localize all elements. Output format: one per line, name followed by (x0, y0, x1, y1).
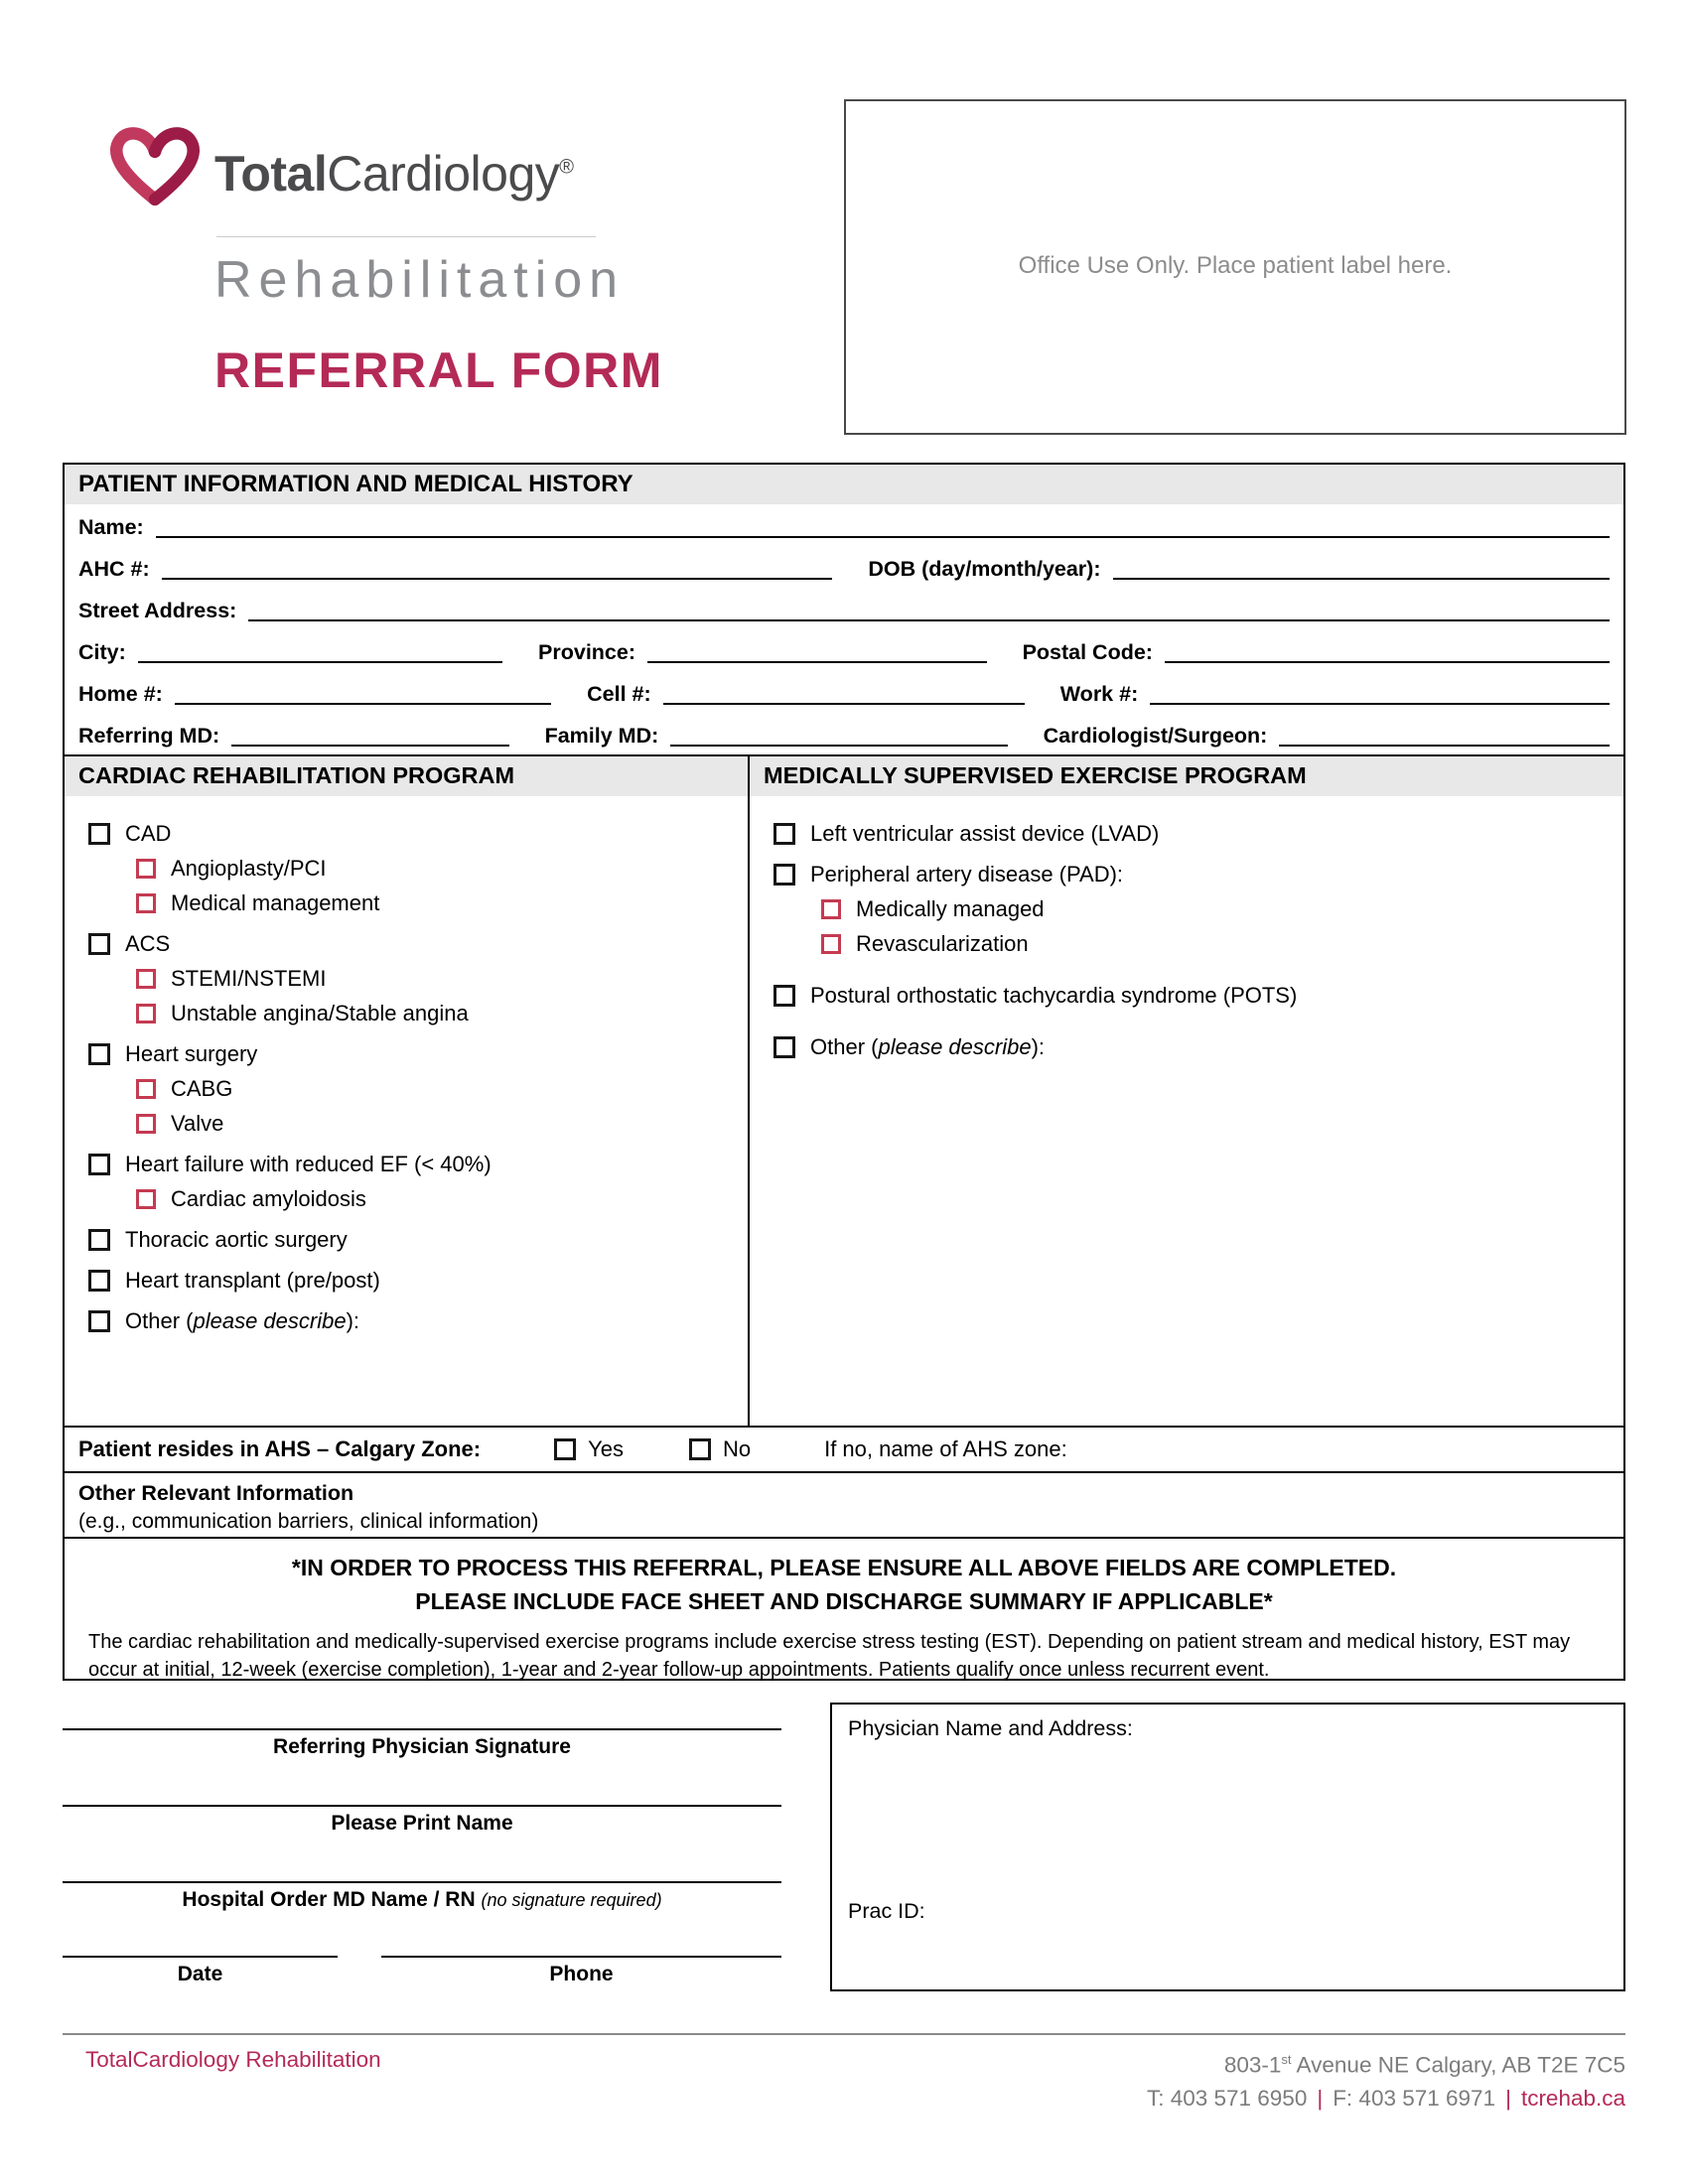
physician-name-address-label: Physician Name and Address: (848, 1716, 1133, 1740)
registered-mark: ® (559, 156, 574, 179)
program-columns (65, 754, 1623, 1428)
referring-md-input-line[interactable] (231, 745, 508, 747)
work-phone-label: Work #: (1059, 682, 1139, 707)
province-input-line[interactable] (647, 661, 987, 663)
footer-address (1147, 2043, 1625, 2082)
notice-line-1: *IN ORDER TO PROCESS THIS REFERRAL, PLEASE ENSURE ALL ABOVE FIELDS ARE COMPLETED. (291, 1555, 1397, 1580)
field-row-street (65, 588, 1623, 629)
checkbox[interactable] (774, 1036, 795, 1058)
checkbox-label: Valve (171, 1111, 224, 1136)
checkbox[interactable] (136, 859, 156, 879)
supervised-exercise-column (750, 756, 1623, 1426)
hospital-order-text: Hospital Order MD Name / RN (182, 1888, 482, 1911)
hospital-order-label (63, 1888, 781, 1912)
checkbox-label: Postural orthostatic tachycardia syndrome (POTS) (810, 983, 1298, 1008)
physician-signature-line[interactable] (63, 1728, 781, 1730)
checkbox-item (88, 1308, 742, 1334)
checkbox[interactable] (88, 1310, 110, 1332)
footer-separator-1: | (1317, 2085, 1324, 2111)
checkbox-label: Medical management (171, 890, 380, 915)
checkbox[interactable] (821, 899, 841, 919)
footer-brand: TotalCardiology Rehabilitation (85, 2047, 381, 2072)
footer-contact (1147, 2043, 1625, 2115)
checkbox[interactable] (136, 1189, 156, 1209)
cardiologist-input-line[interactable] (1279, 745, 1610, 747)
checkbox[interactable] (88, 1043, 110, 1065)
cell-phone-label: Cell #: (587, 682, 651, 707)
city-input-line[interactable] (138, 661, 502, 663)
referring-md-label: Referring MD: (78, 724, 220, 749)
supervised-exercise-checkbox-list (750, 796, 1623, 1060)
family-md-label: Family MD: (544, 724, 659, 749)
postal-code-input-line[interactable] (1165, 661, 1610, 663)
date-label: Date (177, 1963, 223, 1985)
checkbox-label: ACS (125, 931, 171, 956)
checkbox[interactable] (88, 823, 110, 845)
ahc-label: AHC #: (78, 557, 150, 582)
checkbox-item (136, 1111, 742, 1137)
checkbox-item (88, 821, 742, 847)
ahs-zone-no-checkbox[interactable] (689, 1438, 711, 1460)
checkbox-item (136, 856, 742, 882)
ahs-zone-yes-checkbox[interactable] (554, 1438, 576, 1460)
checkbox-label: Left ventricular assist device (LVAD) (810, 821, 1160, 846)
checkbox-label: Angioplasty/PCI (171, 856, 327, 881)
checkbox-label: Revascularization (856, 931, 1029, 956)
postal-code-label: Postal Code: (1022, 640, 1153, 665)
checkbox-label: Other (please describe): (810, 1034, 1046, 1059)
checkbox-item (136, 1001, 742, 1026)
signature-area (63, 1703, 1625, 2000)
checkbox-item (136, 1076, 742, 1102)
patient-info-section (63, 463, 1625, 1681)
street-input-line[interactable] (248, 619, 1610, 621)
checkbox[interactable] (136, 969, 156, 989)
home-phone-label: Home #: (78, 682, 163, 707)
heart-logo-icon (105, 123, 205, 218)
checkbox[interactable] (88, 933, 110, 955)
province-label: Province: (538, 640, 636, 665)
patient-info-header: PATIENT INFORMATION AND MEDICAL HISTORY (65, 465, 1623, 504)
checkbox-item (136, 890, 742, 916)
checkbox-label: CAD (125, 821, 172, 846)
ahs-zone-row (65, 1428, 1623, 1473)
dob-input-line[interactable] (1113, 578, 1611, 580)
date-phone-row (63, 1956, 781, 1986)
ahs-zone-label: Patient resides in AHS – Calgary Zone: (78, 1436, 482, 1461)
checkbox[interactable] (774, 985, 795, 1007)
footer-divider (63, 2033, 1625, 2035)
signature-group (63, 1728, 781, 1759)
work-phone-input-line[interactable] (1150, 703, 1610, 705)
phone-group (381, 1956, 781, 1986)
field-row-physicians (65, 713, 1623, 754)
physician-name-address-box[interactable] (830, 1703, 1625, 1991)
checkbox-label: Heart failure with reduced EF (< 40%) (125, 1152, 492, 1176)
processing-notice (65, 1539, 1623, 1618)
street-label: Street Address: (78, 599, 237, 623)
print-name-group (63, 1805, 781, 1836)
checkbox-label: Cardiac amyloidosis (171, 1186, 366, 1211)
checkbox-item (136, 1186, 742, 1212)
checkbox[interactable] (88, 1229, 110, 1251)
print-name-label: Please Print Name (331, 1812, 513, 1835)
checkbox-item (774, 1034, 1618, 1060)
cardiac-rehab-header: CARDIAC REHABILITATION PROGRAM (65, 756, 748, 796)
checkbox-item (88, 931, 742, 957)
footer-phone: T: 403 571 6950 (1146, 2085, 1308, 2111)
checkbox[interactable] (88, 1270, 110, 1292)
checkbox-label: Heart transplant (pre/post) (125, 1268, 380, 1293)
cardiologist-label: Cardiologist/Surgeon: (1043, 724, 1268, 749)
date-line[interactable] (63, 1956, 338, 1958)
field-row-city-prov-postal (65, 629, 1623, 671)
name-input-line[interactable] (156, 536, 1610, 538)
signature-left-column (63, 1703, 781, 1986)
footer-address-sup: st (1281, 2052, 1292, 2067)
cell-phone-input-line[interactable] (663, 703, 1025, 705)
checkbox-label: STEMI/NSTEMI (171, 966, 327, 991)
hospital-order-group (63, 1881, 781, 1912)
notice-line-2: PLEASE INCLUDE FACE SHEET AND DISCHARGE SUMMARY IF APPLICABLE* (415, 1588, 1273, 1614)
hospital-order-line[interactable] (63, 1881, 781, 1883)
date-group (63, 1956, 338, 1986)
other-relevant-info-section[interactable] (65, 1473, 1623, 1539)
dob-label: DOB (day/month/year): (868, 557, 1101, 582)
subbrand-rehabilitation: Rehabilitation (214, 251, 626, 309)
checkbox[interactable] (136, 893, 156, 913)
other-relevant-info-subtitle: (e.g., communication barriers, clinical information) (78, 1509, 539, 1533)
checkbox-item (774, 983, 1618, 1009)
checkbox-label: CABG (171, 1076, 233, 1101)
checkbox[interactable] (88, 1154, 110, 1175)
physician-signature-label: Referring Physician Signature (273, 1735, 571, 1758)
checkbox[interactable] (774, 864, 795, 886)
city-label: City: (78, 640, 126, 665)
checkbox-label: Thoracic aortic surgery (125, 1227, 348, 1252)
checkbox-item (88, 1268, 742, 1294)
footer-website-link[interactable]: tcrehab.ca (1520, 2085, 1625, 2111)
brand-cardiology: Cardiology (327, 146, 560, 202)
home-phone-input-line[interactable] (175, 703, 551, 705)
checkbox-label: Other (please describe): (125, 1308, 360, 1333)
hospital-order-note: (no signature required) (481, 1890, 662, 1910)
ahs-zone-yes-label: Yes (588, 1436, 624, 1461)
field-row-name (65, 504, 1623, 546)
office-use-text: Office Use Only. Place patient label here. (1018, 252, 1453, 279)
form-title: REFERRAL FORM (214, 342, 663, 398)
field-row-phones (65, 671, 1623, 713)
checkbox[interactable] (774, 823, 795, 845)
checkbox[interactable] (136, 1079, 156, 1099)
footer-separator-2: | (1505, 2085, 1511, 2111)
checkbox[interactable] (136, 1114, 156, 1134)
checkbox-item (774, 862, 1618, 887)
checkbox[interactable] (136, 1004, 156, 1024)
field-row-ahc-dob (65, 546, 1623, 588)
footer-address-post: Avenue NE Calgary, AB T2E 7C5 (1291, 2052, 1625, 2078)
phone-line[interactable] (381, 1956, 781, 1958)
family-md-input-line[interactable] (670, 745, 1007, 747)
checkbox-item (88, 1041, 742, 1067)
checkbox-item (774, 821, 1618, 847)
cardiac-rehab-checkbox-list (65, 796, 748, 1334)
checkbox-label: Peripheral artery disease (PAD): (810, 862, 1124, 887)
office-use-label-box (844, 99, 1626, 435)
checkbox[interactable] (821, 934, 841, 954)
brand-total: Total (214, 146, 328, 202)
print-name-line[interactable] (63, 1805, 781, 1807)
footer-address-pre: 803-1 (1223, 2052, 1282, 2078)
checkbox-item (88, 1152, 742, 1177)
checkbox-label: Unstable angina/Stable angina (171, 1001, 469, 1025)
checkbox-item (136, 966, 742, 992)
footer-phone-line (1147, 2082, 1625, 2115)
checkbox-item (821, 931, 1618, 957)
ahs-zone-ifno-label: If no, name of AHS zone: (824, 1436, 1067, 1461)
ahc-input-line[interactable] (162, 578, 833, 580)
logo-divider (216, 236, 596, 237)
checkbox-label: Medically managed (856, 896, 1045, 921)
checkbox-label: Heart surgery (125, 1041, 258, 1066)
phone-label: Phone (549, 1963, 614, 1985)
supervised-exercise-header: MEDICALLY SUPERVISED EXERCISE PROGRAM (750, 756, 1623, 796)
prac-id-label: Prac ID: (848, 1899, 925, 1923)
footer-fax: F: 403 571 6971 (1333, 2085, 1496, 2111)
checkbox-item (88, 1227, 742, 1253)
other-relevant-info-title: Other Relevant Information (78, 1481, 354, 1505)
checkbox-item (821, 896, 1618, 922)
name-label: Name: (78, 515, 144, 540)
est-description: The cardiac rehabilitation and medically-supervised exercise programs include exercise stress testing (EST). Depending on patient stream and medical history, EST may occur at initial, 12-week (exercise completion), 1-year and 2-year follow-up appointments. Patients qualify once unless recurrent event. (88, 1631, 1571, 1681)
ahs-zone-no-label: No (722, 1436, 752, 1461)
brand-name (214, 145, 574, 203)
cardiac-rehab-column (65, 756, 750, 1426)
